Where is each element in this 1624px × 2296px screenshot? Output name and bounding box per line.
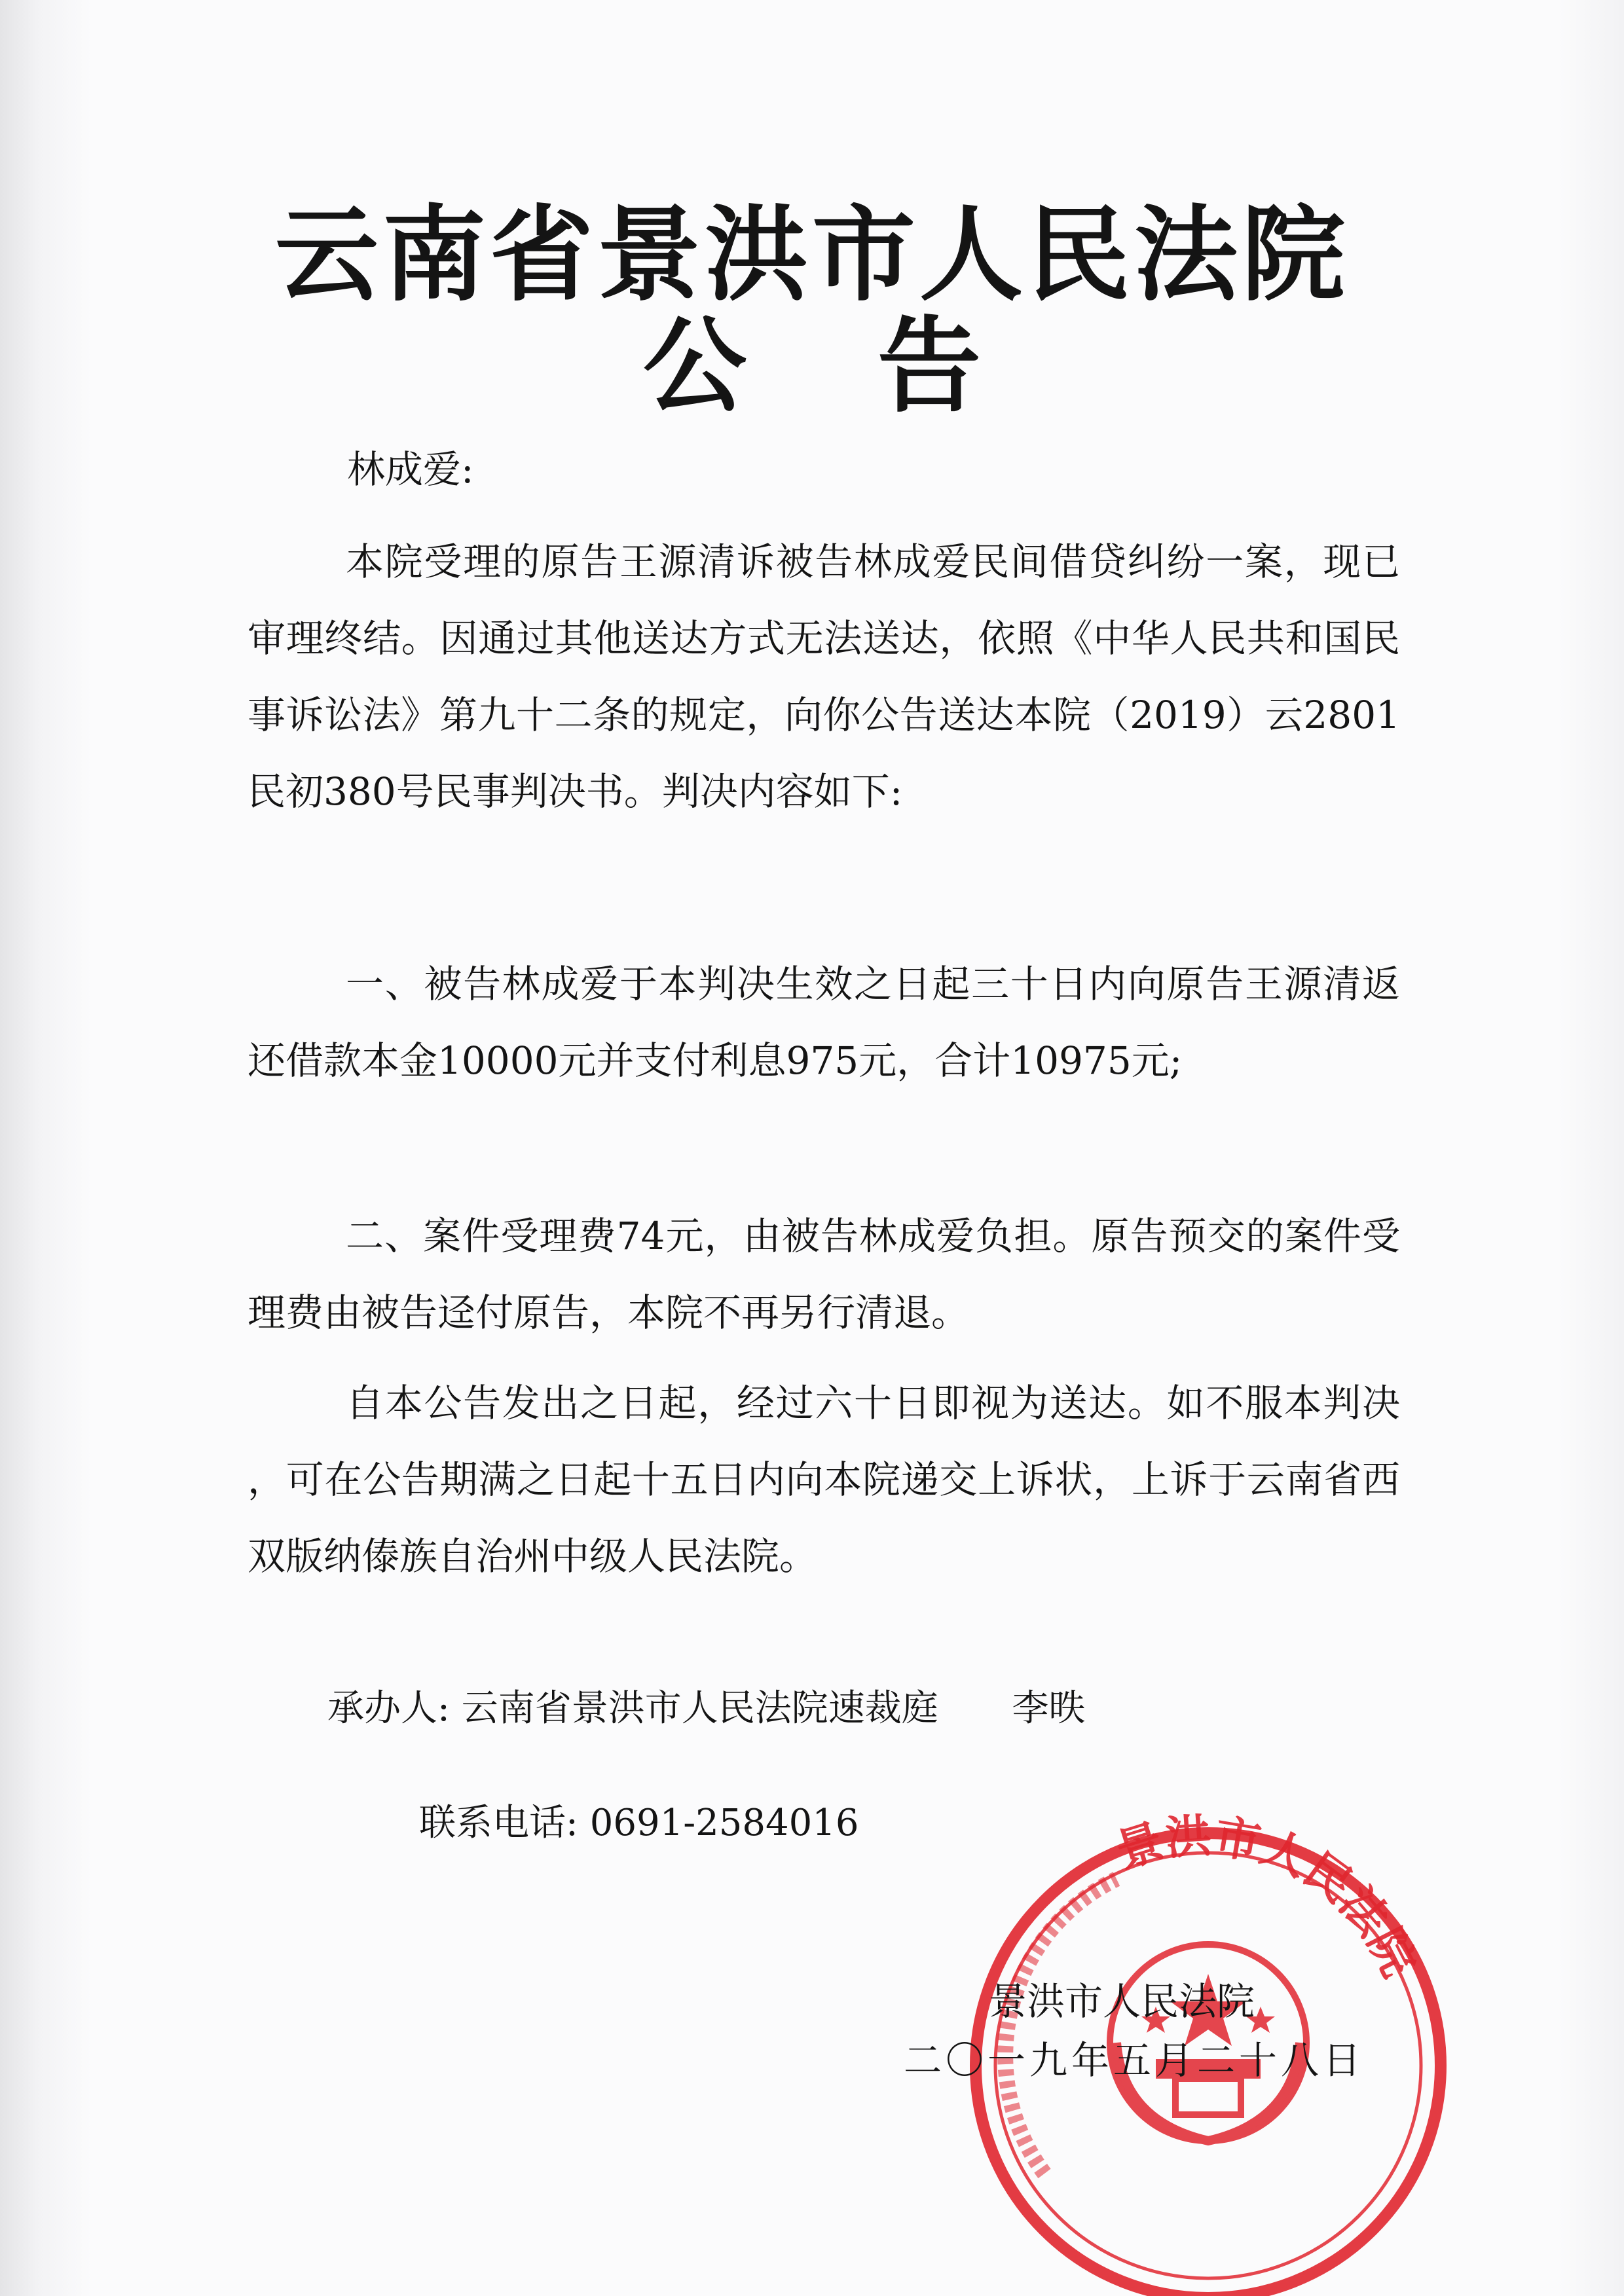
notice-heading	[0, 304, 1624, 429]
handler-department: 云南省景洪市人民法院速裁庭	[461, 1687, 938, 1730]
paragraph-judgment-item-1: 一、被告林成爱于本判决生效之日起三十日内向原告王源清返还借款本金10000元并支付利息975元，合计10975元;	[248, 962, 1400, 1083]
notice-heading-char-1: 公	[643, 306, 747, 427]
notice-heading-char-2: 告	[877, 306, 981, 427]
handler-label: 承办人:	[327, 1687, 450, 1730]
addressee: 林成爱:	[347, 447, 474, 492]
paragraph-judgment-item-2: 二、案件受理费74元，由被告林成爱负担。原告预交的案件受理费由被告迳付原告，本院不再另行清退。	[248, 1214, 1400, 1335]
phone-number: 0691-2584016	[589, 1802, 859, 1844]
phone-label: 联系电话:	[419, 1802, 578, 1844]
court-title: 云南省景洪市人民法院	[275, 194, 1349, 316]
signature-court: 景洪市人民法院	[989, 1979, 1255, 2024]
paragraph-service-notice: 自本公告发出之日起，经过六十日即视为送达。如不服本判决 ，可在公告期满之日起十五日内向本院递交上诉状，上诉于云南省西双版纳傣族自治州中级人民法院。	[248, 1381, 1400, 1578]
seal-arc-text: 景洪市人民法院	[1109, 1808, 1427, 1986]
phone-line	[419, 1794, 859, 1846]
signature-date: 二〇一九年五月二十八日	[904, 2038, 1365, 2083]
paragraph-intro: 本院受理的原告王源清诉被告林成爱民间借贷纠纷一案，现已审理终结。因通过其他送达方式无法送达，依照《中华人民共和国民事诉讼法》第九十二条的规定，向你公告送达本院（2019）云2801民初380号民事判决书。判决内容如下:	[248, 539, 1400, 814]
handler-name: 李昳	[1012, 1687, 1086, 1730]
handler-line	[327, 1679, 1086, 1732]
